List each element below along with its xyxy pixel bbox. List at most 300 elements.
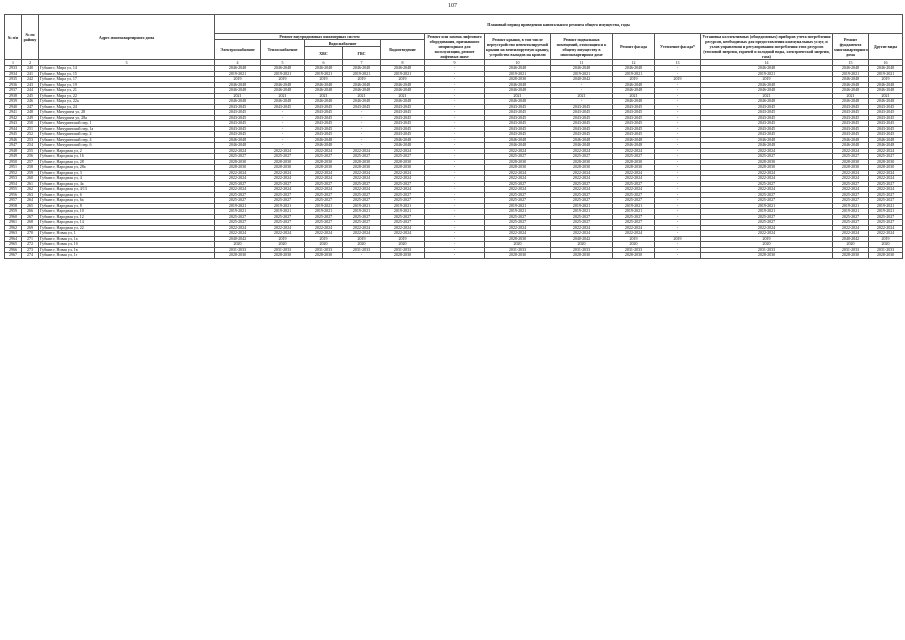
period-cell: 2025-2027	[381, 154, 425, 160]
period-cell: 2022-2024	[551, 231, 613, 237]
period-cell: 2046-2048	[701, 143, 833, 149]
period-cell: 2022-2024	[613, 225, 655, 231]
period-cell: 2022-2024	[869, 148, 903, 154]
period-cell: 2019	[613, 236, 655, 242]
period-cell: 2043-2045	[613, 126, 655, 132]
period-cell: 2025-2027	[215, 181, 261, 187]
period-cell: 2025-2027	[343, 154, 381, 160]
period-cell: 2043-2045	[701, 132, 833, 138]
address-cell: Губкин г, Новая ул, 1	[39, 231, 215, 237]
period-cell: 2022-2024	[833, 148, 869, 154]
period-cell: 2025-2027	[701, 214, 833, 220]
period-cell: 2043-2045	[485, 132, 551, 138]
row-number-cell: 2965	[5, 242, 22, 248]
row-number-cell: 2947	[5, 143, 22, 149]
address-cell: Губкин г, Новая ул, 1г	[39, 253, 215, 259]
period-cell: 2028-2030	[261, 159, 305, 165]
period-cell: 2028-2030	[261, 165, 305, 171]
row-number-cell: 2953	[5, 176, 22, 182]
period-cell: -	[425, 88, 485, 94]
period-cell: 2022-2024	[485, 225, 551, 231]
period-cell: 2046-2048	[833, 82, 869, 88]
period-cell: 2019	[343, 77, 381, 83]
district-number-cell: 245	[22, 93, 39, 99]
district-number-cell: 256	[22, 154, 39, 160]
period-cell: 2022-2024	[343, 148, 381, 154]
period-cell: 2043-2045	[613, 115, 655, 121]
header-roof: Ремонт крыши, в том числе переустройство невентилируемой крыши на вентилируемую крышу, устройство выходов на кровлю	[485, 34, 551, 60]
period-cell: 2019	[701, 236, 833, 242]
period-cell: -	[425, 214, 485, 220]
period-cell: 2021	[485, 93, 551, 99]
period-cell: 2031-2033	[485, 247, 551, 253]
period-cell: 2046-2048	[613, 99, 655, 105]
period-cell: 2046-2048	[343, 88, 381, 94]
address-cell: Губкин г, Новая ул, 1в	[39, 247, 215, 253]
header-electricity: Электроснабжение	[215, 40, 261, 60]
row-number-cell: 2960	[5, 214, 22, 220]
period-cell: -	[655, 220, 701, 226]
period-cell: -	[425, 187, 485, 193]
district-number-cell: 255	[22, 148, 39, 154]
period-cell: 2046-2048	[215, 66, 261, 72]
period-cell: 2028-2030	[701, 253, 833, 259]
period-cell: 2043-2045	[261, 104, 305, 110]
period-cell: 2019	[655, 77, 701, 83]
period-cell: 2043-2045	[833, 104, 869, 110]
period-cell: 2019	[381, 236, 425, 242]
period-cell: 2019	[869, 77, 903, 83]
period-cell: 2022-2024	[305, 176, 343, 182]
period-cell: 2043-2045	[381, 132, 425, 138]
period-cell: 2043-2045	[305, 110, 343, 116]
period-cell: 2028-2030	[305, 165, 343, 171]
period-cell: 2028-2030	[485, 236, 551, 242]
period-cell: 2046-2048	[381, 99, 425, 105]
row-number-cell: 2967	[5, 253, 22, 259]
period-cell: 2046-2048	[381, 137, 425, 143]
period-cell: -	[655, 66, 701, 72]
period-cell: 2046-2048	[305, 143, 343, 149]
period-cell: 2019-2021	[343, 203, 381, 209]
period-cell: -	[261, 143, 305, 149]
period-cell: -	[655, 214, 701, 220]
period-cell: 2019-2021	[701, 71, 833, 77]
row-number-cell: 2935	[5, 77, 22, 83]
period-cell: 2019-2021	[485, 203, 551, 209]
period-cell: -	[655, 159, 701, 165]
period-cell: -	[343, 143, 381, 149]
period-cell: -	[343, 110, 381, 116]
period-cell: 2022-2024	[833, 231, 869, 237]
period-cell: -	[261, 121, 305, 127]
district-number-cell: 242	[22, 77, 39, 83]
period-cell: 2019-2021	[869, 203, 903, 209]
period-cell: 2022-2024	[613, 148, 655, 154]
period-cell: 2019-2021	[701, 209, 833, 215]
period-cell: 2046-2048	[701, 82, 833, 88]
period-cell: 2046-2048	[833, 77, 869, 83]
period-cell: -	[425, 132, 485, 138]
period-cell: 2046-2048	[485, 66, 551, 72]
period-cell: 2022-2024	[551, 187, 613, 193]
period-cell: 2019	[381, 77, 425, 83]
period-cell: 2022-2024	[701, 187, 833, 193]
period-cell: 2046-2048	[305, 88, 343, 94]
period-cell: 2028-2030	[485, 159, 551, 165]
header-metering: Установка коллективных (общедомовых) приборов учета потребления ресурсов, необходимых для предоставления коммунальных услуг, и узлов управления и регулирования потребления этих ресурсов (тепловой энергии, горячей и холодной воды, электрической энергии, газа)	[702, 34, 831, 59]
address-cell: Губкин г, Народная ул, 28	[39, 159, 215, 165]
column-number: 10	[485, 60, 551, 66]
row-number-cell: 2934	[5, 71, 22, 77]
period-cell: -	[343, 137, 381, 143]
column-number: 3	[39, 60, 215, 66]
header-facade: Ремонт фасада	[613, 34, 655, 60]
period-cell: -	[425, 66, 485, 72]
header-hvs: ХВС	[305, 47, 343, 60]
period-cell: 2025-2027	[869, 220, 903, 226]
period-cell: 2043-2045	[613, 121, 655, 127]
period-cell: 2019-2021	[485, 71, 551, 77]
period-cell: 2022-2024	[485, 231, 551, 237]
period-cell: 2043-2045	[701, 110, 833, 116]
district-number-cell: 262	[22, 187, 39, 193]
period-cell: 2019-2021	[833, 203, 869, 209]
period-cell: -	[425, 253, 485, 259]
period-cell: 2043-2045	[215, 104, 261, 110]
period-cell: 2043-2045	[485, 121, 551, 127]
period-cell: -	[425, 137, 485, 143]
row-number-cell: 2940	[5, 104, 22, 110]
header-district-num: № по району	[22, 15, 39, 60]
period-cell: 2019-2021	[261, 203, 305, 209]
district-number-cell: 274	[22, 253, 39, 259]
period-cell: 2028-2030	[381, 253, 425, 259]
period-cell: 2019-2021	[551, 71, 613, 77]
period-cell: 2019-2021	[215, 71, 261, 77]
period-cell: 2022-2024	[261, 231, 305, 237]
period-cell: 2046-2048	[833, 88, 869, 94]
period-cell: -	[425, 225, 485, 231]
period-cell: -	[425, 220, 485, 226]
period-cell: -	[425, 165, 485, 171]
period-cell: 2028-2030	[381, 159, 425, 165]
period-cell: 2046-2048	[215, 143, 261, 149]
period-cell: 2028-2030	[215, 165, 261, 171]
period-cell: 2025-2027	[261, 181, 305, 187]
period-cell: 2025-2027	[485, 220, 551, 226]
period-cell: 2046-2048	[305, 66, 343, 72]
header-foundation: Утепление фасада*	[655, 34, 701, 60]
period-cell: 2020	[485, 242, 551, 248]
period-cell: 2028-2030	[869, 253, 903, 259]
period-cell: 2019-2021	[215, 209, 261, 215]
row-number-cell: 2937	[5, 88, 22, 94]
period-cell: 2031-2033	[833, 247, 869, 253]
period-cell: 2031-2033	[381, 247, 425, 253]
row-number-cell: 2955	[5, 187, 22, 193]
period-cell: 2025-2027	[869, 192, 903, 198]
period-cell: -	[425, 159, 485, 165]
row-number-cell: 2957	[5, 198, 22, 204]
period-cell: 2022-2024	[833, 176, 869, 182]
header-elevator: Ремонт или замена лифтового оборудования, признанного непригодным для эксплуатации, ремонт лифтовых шахт	[425, 34, 485, 60]
district-number-cell: 243	[22, 82, 39, 88]
district-number-cell: 268	[22, 220, 39, 226]
period-cell: -	[655, 231, 701, 237]
district-number-cell: 267	[22, 214, 39, 220]
period-cell: -	[261, 115, 305, 121]
period-cell: 2022-2024	[485, 148, 551, 154]
district-number-cell: 254	[22, 143, 39, 149]
period-cell: 2022-2024	[701, 176, 833, 182]
period-cell: 2046-2048	[551, 137, 613, 143]
period-cell: 2019-2021	[381, 71, 425, 77]
period-cell: 2025-2027	[833, 181, 869, 187]
period-cell: 2043-2045	[381, 110, 425, 116]
period-cell: 2022-2024	[701, 225, 833, 231]
period-cell: 2019-2021	[485, 209, 551, 215]
period-cell: 2043-2045	[551, 121, 613, 127]
header-basement: Ремонт подвальных помещений, относящихся к общему имуществу в многоквартирном доме	[551, 34, 613, 60]
address-cell: Губкин г, Народная ул, 4а	[39, 181, 215, 187]
period-cell: 2046-2048	[381, 82, 425, 88]
period-cell: 2025-2027	[551, 154, 613, 160]
period-cell: 2025-2027	[485, 198, 551, 204]
period-cell: -	[425, 192, 485, 198]
period-cell: -	[655, 148, 701, 154]
period-cell: 2021	[215, 93, 261, 99]
period-cell: 2020	[381, 242, 425, 248]
period-cell: 2043-2045	[613, 104, 655, 110]
period-cell: 2022-2024	[701, 148, 833, 154]
period-cell: 2025-2027	[261, 154, 305, 160]
period-cell: 2025-2027	[701, 198, 833, 204]
period-cell: -	[425, 148, 485, 154]
row-number-cell: 2951	[5, 165, 22, 171]
period-cell: 2019-2021	[613, 203, 655, 209]
period-cell: 2022-2024	[215, 170, 261, 176]
district-number-cell: 271	[22, 236, 39, 242]
period-cell: 2025-2027	[343, 192, 381, 198]
period-cell: 2022-2024	[381, 225, 425, 231]
district-number-cell: 258	[22, 165, 39, 171]
period-cell: 2046-2048	[215, 82, 261, 88]
period-cell: 2025-2027	[305, 198, 343, 204]
period-cell: -	[655, 247, 701, 253]
period-cell: 2043-2045	[869, 132, 903, 138]
period-cell: 2028-2030	[701, 165, 833, 171]
period-cell: 2020	[701, 242, 833, 248]
period-cell: 2043-2045	[215, 121, 261, 127]
period-cell: 2028-2030	[485, 165, 551, 171]
column-number: 13	[655, 60, 701, 66]
row-number-cell: 2964	[5, 236, 22, 242]
period-cell: 2046-2048	[613, 82, 655, 88]
period-cell: 2046-2048	[381, 143, 425, 149]
period-cell: 2025-2027	[551, 220, 613, 226]
row-number-cell: 2966	[5, 247, 22, 253]
period-cell: 2025-2027	[551, 198, 613, 204]
period-cell: 2022-2024	[305, 148, 343, 154]
period-cell: 2019-2021	[551, 203, 613, 209]
period-cell: 2022-2024	[485, 176, 551, 182]
period-cell: 2025-2027	[485, 214, 551, 220]
district-number-cell: 265	[22, 203, 39, 209]
period-cell: -	[425, 121, 485, 127]
period-cell: 2022-2024	[343, 170, 381, 176]
district-number-cell: 261	[22, 181, 39, 187]
district-number-cell: 253	[22, 137, 39, 143]
period-cell: -	[425, 99, 485, 105]
district-number-cell: 247	[22, 104, 39, 110]
period-cell: 2028-2030	[215, 159, 261, 165]
period-cell: 2043-2045	[551, 115, 613, 121]
period-cell: 2031-2033	[701, 247, 833, 253]
row-number-cell: 2938	[5, 93, 22, 99]
period-cell: 2025-2027	[613, 214, 655, 220]
period-cell: 2028-2030	[869, 165, 903, 171]
period-cell: 2043-2045	[869, 115, 903, 121]
period-cell: 2028-2030	[551, 165, 613, 171]
period-cell: 2025-2027	[485, 154, 551, 160]
period-cell: -	[343, 132, 381, 138]
period-cell: -	[343, 115, 381, 121]
period-cell: -	[655, 225, 701, 231]
row-number-cell: 2950	[5, 159, 22, 165]
period-cell: -	[425, 170, 485, 176]
period-cell: 2046-2048	[833, 143, 869, 149]
period-cell: 2025-2027	[261, 214, 305, 220]
period-cell: -	[343, 253, 381, 259]
period-cell: 2025-2027	[215, 220, 261, 226]
address-cell: Губкин г, Народная ул, 4/13	[39, 187, 215, 193]
period-cell: -	[425, 93, 485, 99]
period-cell: 2043-2045	[833, 121, 869, 127]
period-cell: 2028-2030	[215, 253, 261, 259]
period-cell: 2046-2048	[869, 82, 903, 88]
column-number: 6	[305, 60, 343, 66]
period-cell: 2025-2027	[613, 192, 655, 198]
period-cell: -	[425, 242, 485, 248]
period-cell: 2019-2021	[215, 203, 261, 209]
period-cell: 2022-2024	[833, 187, 869, 193]
period-cell: 2022-2024	[261, 187, 305, 193]
period-cell: 2022-2024	[613, 187, 655, 193]
period-cell: 2019	[261, 236, 305, 242]
period-cell: -	[425, 176, 485, 182]
period-cell: 2025-2027	[305, 214, 343, 220]
address-cell: Губкин г, Мичуринский пер, 1а	[39, 126, 215, 132]
period-cell: 2020	[833, 242, 869, 248]
period-cell: -	[261, 137, 305, 143]
period-cell: 2043-2045	[485, 115, 551, 121]
period-cell: 2046-2048	[381, 66, 425, 72]
period-cell: 2021	[551, 93, 613, 99]
period-cell: 2022-2024	[381, 148, 425, 154]
header-other: Другие виды	[869, 34, 903, 60]
address-cell: Губкин г, Мира ул, 17	[39, 77, 215, 83]
period-cell: -	[655, 165, 701, 171]
row-number-cell: 2942	[5, 115, 22, 121]
column-number: 16	[869, 60, 903, 66]
period-cell: 2021	[613, 93, 655, 99]
address-cell: Губкин г, Народная ул, 6а	[39, 198, 215, 204]
period-cell: -	[655, 209, 701, 215]
header-address: Адрес многоквартирного дома	[39, 15, 215, 60]
row-number-cell: 2949	[5, 154, 22, 160]
address-cell: Губкин г, Мира ул, 24	[39, 104, 215, 110]
period-cell: 2046-2048	[551, 66, 613, 72]
period-cell: 2022-2024	[381, 187, 425, 193]
period-cell: 2046-2048	[343, 66, 381, 72]
period-cell: 2020	[869, 242, 903, 248]
period-cell: 2043-2045	[551, 126, 613, 132]
period-cell: 2022-2024	[343, 225, 381, 231]
period-cell: 2022-2024	[215, 225, 261, 231]
period-cell: -	[655, 88, 701, 94]
period-cell: 2022-2024	[215, 148, 261, 154]
table-row	[5, 253, 903, 259]
period-cell: 2021	[261, 93, 305, 99]
row-number-cell: 2956	[5, 192, 22, 198]
period-cell: -	[551, 88, 613, 94]
address-cell: Губкин г, Народная ул, 28а	[39, 165, 215, 171]
period-cell: -	[655, 126, 701, 132]
period-cell: -	[425, 209, 485, 215]
period-cell: 2043-2045	[701, 115, 833, 121]
period-cell: -	[655, 192, 701, 198]
header-internal-systems: Ремонт внутридомовых инженерных систем	[215, 34, 425, 40]
period-cell: 2019-2021	[613, 71, 655, 77]
period-cell: 2040-2042	[215, 236, 261, 242]
address-cell: Губкин г, Мира ул, 22а	[39, 99, 215, 105]
period-cell: 2043-2045	[381, 126, 425, 132]
period-cell: 2025-2027	[343, 181, 381, 187]
period-cell: 2025-2027	[215, 214, 261, 220]
period-cell: 2025-2027	[381, 198, 425, 204]
district-number-cell: 273	[22, 247, 39, 253]
period-cell: 2046-2048	[613, 66, 655, 72]
period-cell: 2022-2024	[869, 170, 903, 176]
period-cell: 2019	[613, 77, 655, 83]
address-cell: Губкин г, Народная ул, 12	[39, 214, 215, 220]
address-cell: Губкин г, Народная ул, 2	[39, 148, 215, 154]
period-cell: 2019-2021	[343, 209, 381, 215]
row-number-cell: 2943	[5, 121, 22, 127]
column-number: 9	[425, 60, 485, 66]
period-cell: 2022-2024	[343, 176, 381, 182]
period-cell: 2028-2030	[701, 159, 833, 165]
period-cell: 2043-2045	[215, 126, 261, 132]
period-cell: 2043-2045	[701, 121, 833, 127]
period-cell: -	[655, 203, 701, 209]
row-number-cell: 2944	[5, 126, 22, 132]
period-cell: -	[425, 143, 485, 149]
period-cell: 2046-2048	[305, 82, 343, 88]
period-cell: -	[425, 247, 485, 253]
column-number: 1	[5, 60, 22, 66]
period-cell: -	[655, 143, 701, 149]
header-gvs: ГВС	[343, 47, 381, 60]
period-cell: 2025-2027	[305, 154, 343, 160]
period-cell: 2028-2030	[833, 165, 869, 171]
period-cell: 2022-2024	[869, 231, 903, 237]
period-cell: 2043-2045	[215, 110, 261, 116]
address-cell: Губкин г, Народная ул, 3	[39, 170, 215, 176]
period-cell: -	[551, 99, 613, 105]
period-cell: 2046-2048	[261, 99, 305, 105]
